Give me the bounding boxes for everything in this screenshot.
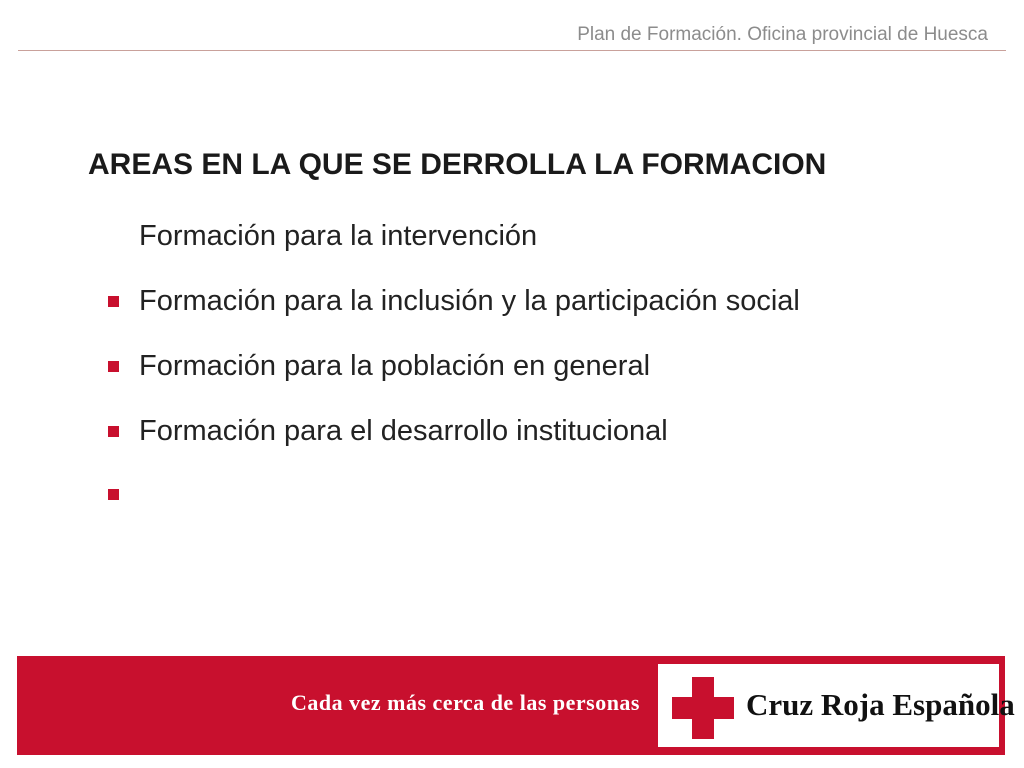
bullet-text: Formación para la población en general <box>139 349 651 382</box>
bullet-text: Formación para la inclusión y la participación social <box>139 284 800 317</box>
bullet-item-poblacion <box>108 346 650 386</box>
red-cross-icon <box>672 677 734 739</box>
bullet-item-inclusion <box>108 281 800 321</box>
header-divider <box>18 50 1006 51</box>
bullet-square-icon <box>108 489 119 500</box>
bullet-square-icon <box>108 426 119 437</box>
bullet-item-empty <box>108 474 139 514</box>
bullet-square-icon <box>108 361 119 372</box>
slide-title: AREAS EN LA QUE SE DERROLLA LA FORMACION <box>88 148 827 181</box>
logo-text: Cruz Roja Española <box>746 687 1015 722</box>
bullet-text: Formación para el desarrollo institucional <box>139 414 668 447</box>
bullet-item-intervencion <box>108 216 537 256</box>
bullet-text: Formación para la intervención <box>139 219 538 252</box>
bullet-item-desarrollo <box>108 411 668 451</box>
bullet-square-icon <box>108 296 119 307</box>
cruz-roja-logo <box>656 662 1015 749</box>
footer-band <box>17 656 1015 755</box>
footer-slogan: Cada vez más cerca de las personas <box>291 690 640 715</box>
header-text: Plan de Formación. Oficina provincial de Huesca <box>577 24 988 45</box>
